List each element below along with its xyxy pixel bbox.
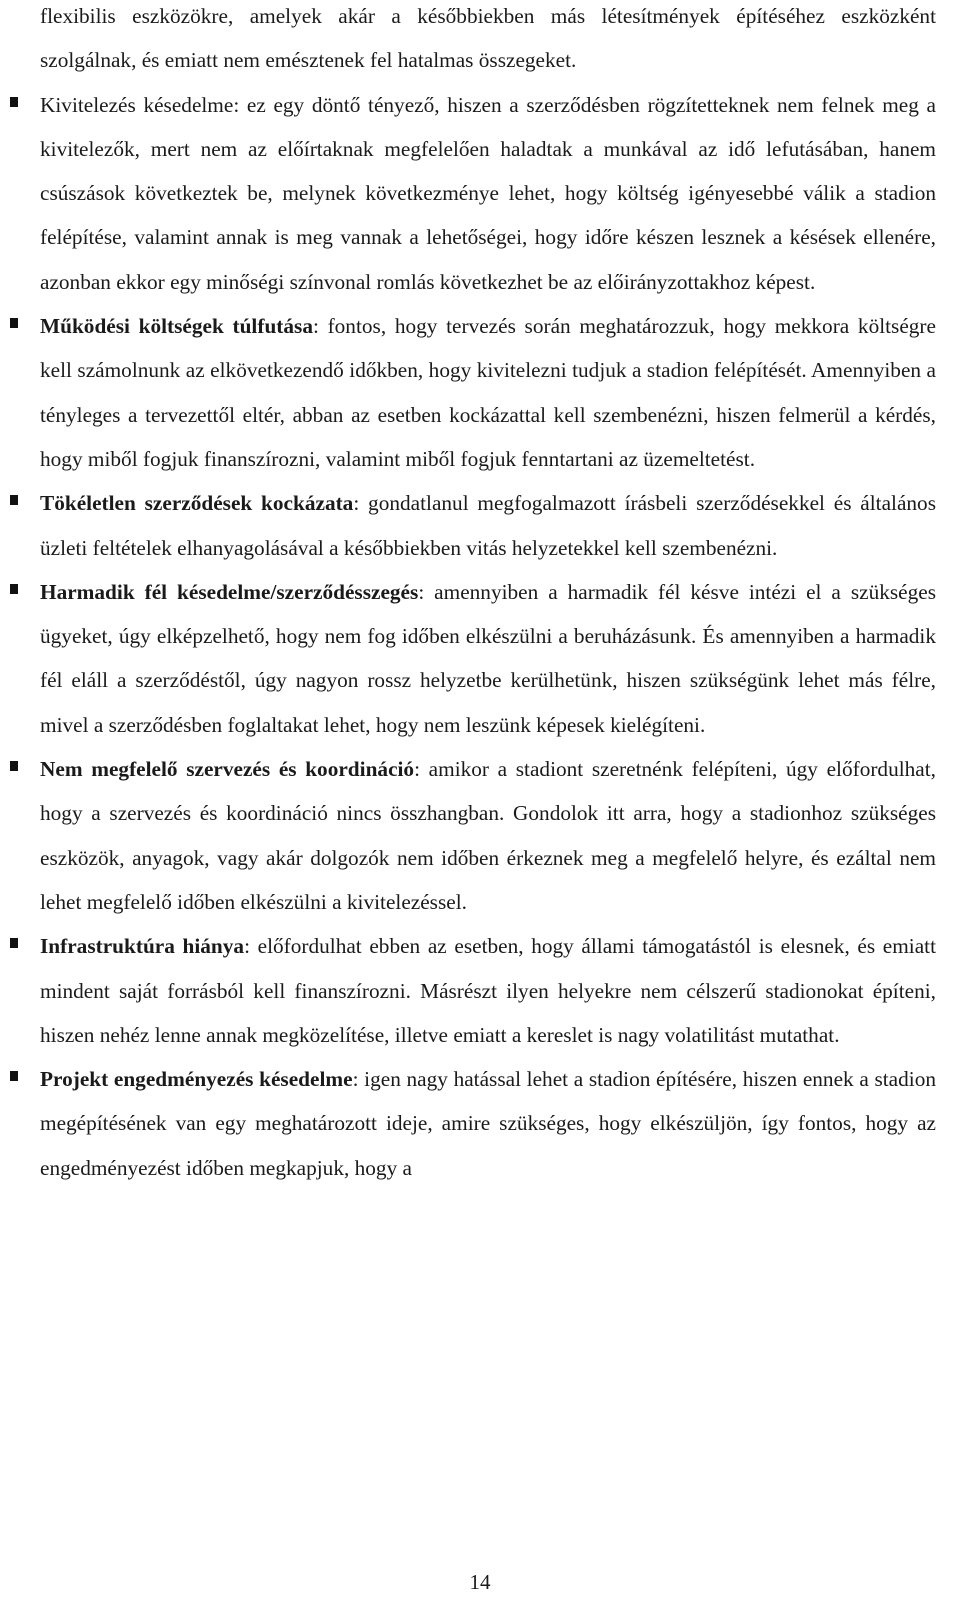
risk-description: : gondatlanul megfogalmazott írásbeli szerződésekkel és általános üzleti feltételek elhanyagolásával a későbbiekben vitás helyzetekkel kell szembenézni. <box>40 491 936 560</box>
square-bullet-icon <box>10 584 18 594</box>
square-bullet-icon <box>10 938 18 948</box>
intro-paragraph: flexibilis eszközökre, amelyek akár a későbbiekben más létesítmények építéséhez eszközként szolgálnak, és emiatt nem emésztenek fel hatalmas összegeket. <box>40 4 936 73</box>
risk-item-project-permit-delay <box>40 1057 936 1190</box>
risk-item-third-party-delay <box>40 570 936 747</box>
risk-description: : igen nagy hatással lehet a stadion építésére, hiszen ennek a stadion megépítésének van egy meghatározott ideje, amire szükséges, hogy elkészüljön, így fontos, hogy az engedményezést időben megkapjuk, hogy a <box>40 1067 936 1180</box>
risk-list <box>40 83 936 1190</box>
risk-description: : amikor a stadiont szeretnénk felépíteni, úgy előfordulhat, hogy a szervezés és koordináció nincs összhangban. Gondolok itt arra, hogy a stadionhoz szükséges eszközök, anyagok, vagy akár dolgozók nem időben érkeznek meg a megfelelő helyre, és ezáltal nem lehet megfelelő időben elkészülni a kivitelezéssel. <box>40 757 936 914</box>
square-bullet-icon <box>10 495 18 505</box>
risk-term: Kivitelezés késedelme <box>40 92 234 117</box>
risk-description: : ez egy döntő tényező, hiszen a szerződésben rögzítetteknek nem felnek meg a kivitelezők, mert nem az előírtaknak megfelelően haladtak a munkával az idő lefutásában, hanem csúszások következtek be, melynek következménye lehet, hogy költség igényesebbé válik a stadion felépítése, valamint annak is meg vannak a lehetőségei, hogy időre készen lesznek a késések ellenére, azonban ekkor egy minőségi színvonal romlás következhet be az előirányzottakhoz képest. <box>40 92 936 294</box>
risk-item-construction-delay <box>40 83 936 304</box>
risk-term: Harmadik fél késedelme/szerződésszegés <box>40 579 419 604</box>
risk-term: Projekt engedményezés késedelme <box>40 1067 353 1092</box>
document-page <box>40 0 936 1190</box>
risk-description: : amennyiben a harmadik fél késve intézi el a szükséges ügyeket, úgy elképzelhető, hogy nem fog időben elkészülni a beruházásunk. És amennyiben a harmadik fél eláll a szerződéstől, úgy nagyon rossz helyzetbe kerülhetünk, hiszen szükségünk lehet más félre, mivel a szerződésben foglaltakat lehet, hogy nem leszünk képesek kielégíteni. <box>40 579 937 737</box>
risk-item-imperfect-contracts <box>40 481 936 570</box>
risk-item-operating-cost-overrun <box>40 304 936 481</box>
risk-description: : fontos, hogy tervezés során meghatározzuk, hogy mekkora költségre kell számolnunk az elkövetkezendő időkben, hogy kivitelezni tudjuk a stadion felépítését. Amennyiben a tényleges a tervezettől eltér, abban az esetben kockázattal kell szembenézni, hiszen felmerül a kérdés, hogy miből fogjuk finanszírozni, valamint miből fogjuk fenntartani az üzemeltetést. <box>40 314 936 471</box>
risk-term: Nem megfelelő szervezés és koordináció <box>40 757 415 782</box>
square-bullet-icon <box>10 761 18 771</box>
risk-item-poor-coordination <box>40 747 936 924</box>
risk-item-infrastructure-lack <box>40 924 936 1057</box>
risk-term: Működési költségek túlfutása <box>40 314 313 339</box>
page-number: 14 <box>469 1570 491 1594</box>
square-bullet-icon <box>10 97 18 107</box>
square-bullet-icon <box>10 1071 18 1081</box>
square-bullet-icon <box>10 318 18 328</box>
risk-term: Infrastruktúra hiánya <box>40 934 245 959</box>
risk-description: : előfordulhat ebben az esetben, hogy állami támogatástól is elesnek, és emiatt mindent saját forrásból kell finanszírozni. Másrészt ilyen helyekre nem célszerű stadionokat építeni, hiszen nehéz lenne annak megközelítése, illetve emiatt a kereslet is nagy volatilitást mutathat. <box>40 934 936 1047</box>
risk-term: Tökéletlen szerződések kockázata <box>40 491 354 516</box>
